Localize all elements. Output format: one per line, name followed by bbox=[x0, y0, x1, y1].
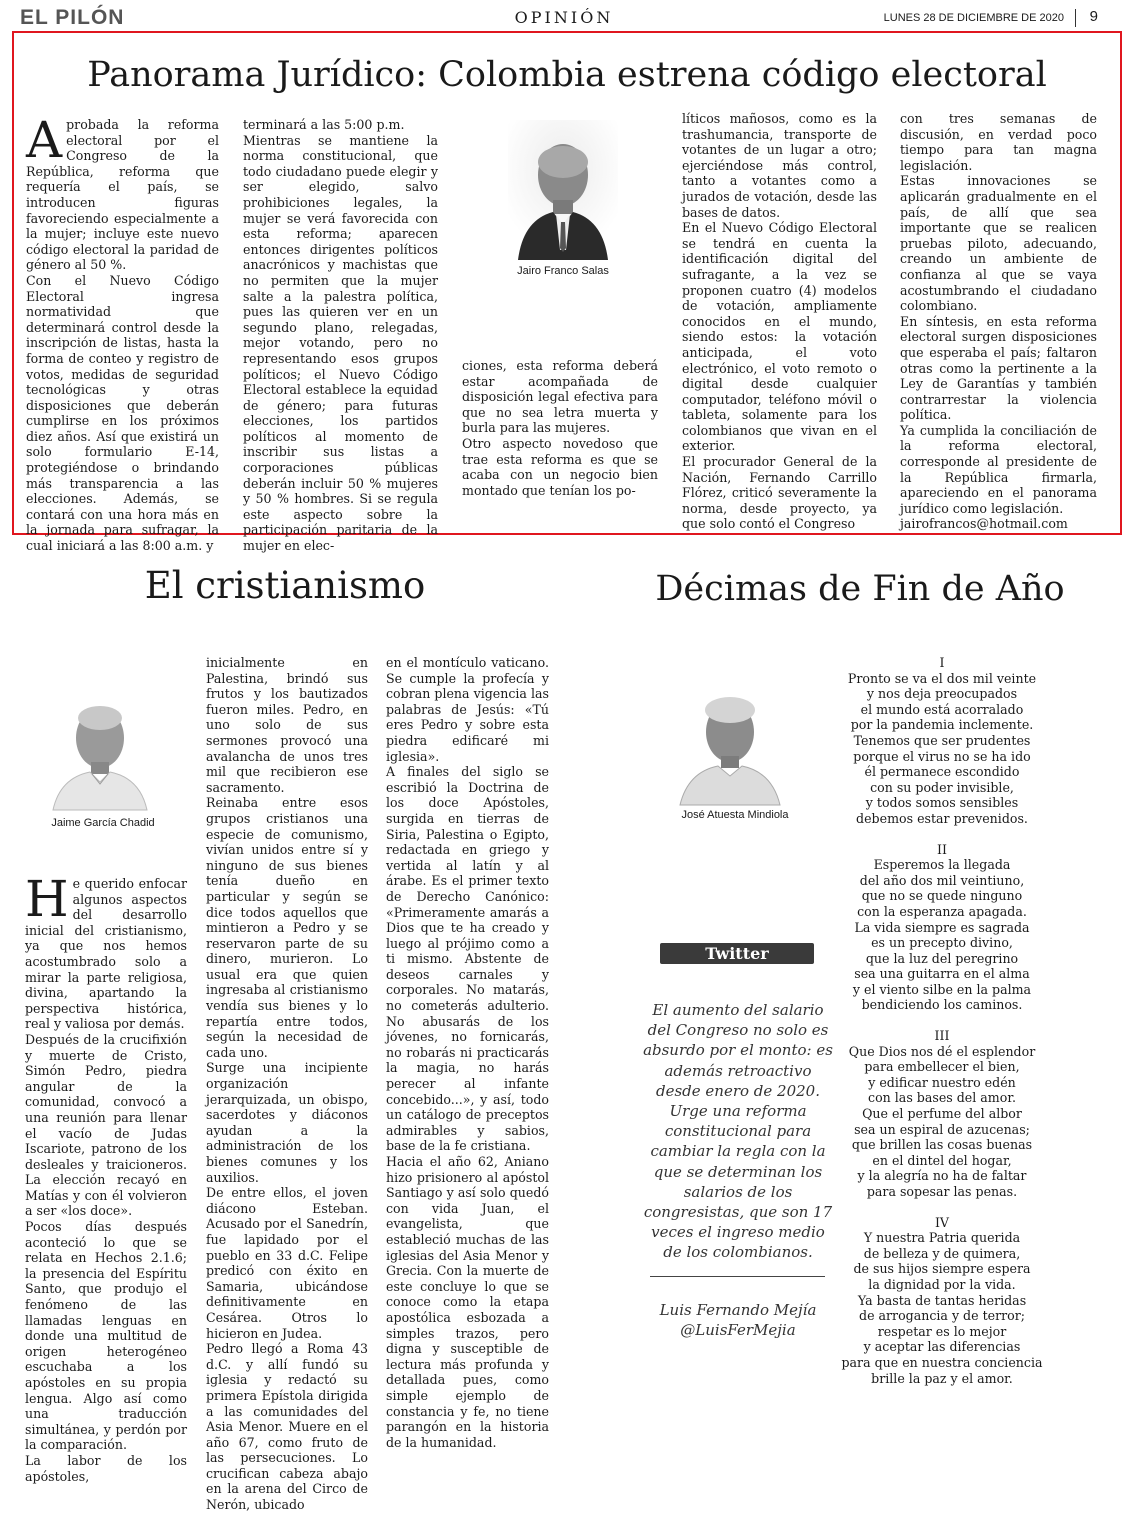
poem-line: sea un espiral de azucenas; bbox=[854, 1121, 1030, 1137]
twitter-author bbox=[642, 1300, 834, 1340]
poem-line: sea una guitarra en el alma bbox=[854, 966, 1030, 982]
poem-line: bendiciendo los caminos. bbox=[861, 997, 1023, 1013]
author-photo-jairo bbox=[508, 120, 618, 260]
poem-line: para sopesar las penas. bbox=[866, 1184, 1018, 1199]
paragraph: inicialmente en Palestina, brindó sus frutos y los bautizados fueron miles. Pedro, en uno solo de sus sermones provocó una avalancha de unos tres mil que recibieron ese sacramento. bbox=[206, 655, 368, 795]
article1-author: Jairo Franco Salas bbox=[517, 265, 609, 277]
article1-column-2 bbox=[243, 117, 438, 554]
paragraph: terminará a las 5:00 p.m. bbox=[243, 117, 405, 132]
paragraph: De entre ellos, el joven diácono Esteban. Acusado por el Sanedrín, fue lapidado por el pueblo en 33 d.C. Felipe predicó con éxito en Samaria, ubicándose definitivamente en Cesárea. Otros lo hicieron en Judea. bbox=[206, 1185, 368, 1341]
poem-line: Pronto se va el dos mil veinte bbox=[847, 670, 1037, 686]
twitter-label: Twitter bbox=[660, 943, 814, 964]
stanza bbox=[838, 842, 1046, 1014]
article1-column-1 bbox=[26, 111, 219, 554]
article1-title: Panorama Jurídico: Colombia estrena código electoral bbox=[87, 55, 1047, 95]
paragraph: probada la reforma electoral por el Congreso de la República, reforma que requería el país, se introducen figuras favoreciendo especialmente a la mujer; incluye este nuevo código electoral la paridad de género al 50 %. bbox=[26, 117, 219, 273]
paragraph: Con el Nuevo Código Electoral ingresa normatividad que determinará control desde la inscripción de listas, hasta la forma de conteo y registro de votos, medidas de seguridad tecnológicas y otras disposiciones que deberán cumplirse en los próximos diez años. Así que existirá un solo formulario E-14, protegiéndose o brindando más transparencia a las elecciones. Además, se contará con una hora más en la jornada para sufragar, la cual iniciará a las 8:00 a.m. y bbox=[26, 272, 219, 554]
poem-line: para que en nuestra conciencia bbox=[841, 1354, 1043, 1370]
poem-line: de sus hijos siempre espera bbox=[853, 1261, 1031, 1277]
paragraph: En síntesis, en esta reforma electoral surgen disposiciones que esperaba el país; faltaron otras como la pertinente a la Ley de Garantías y también contrarrestar la violencia política. bbox=[900, 313, 1097, 423]
article2-title: El cristianismo bbox=[144, 564, 426, 607]
poem-line: de arrogancia y de terror; bbox=[859, 1308, 1025, 1324]
paragraph: Después de la crucifixión y muerte de Cristo, Simón Pedro, piedra angular de la comunidad, convocó a una reunión para llenar el vacío de Judas Iscariote, patrono de los desleales y traicioneros. La elección recayó en Matías y con él volvieron a ser «los doce». bbox=[25, 1031, 187, 1219]
poem-line: que no se quede ninguno bbox=[861, 888, 1023, 904]
stanza-numeral: I bbox=[939, 655, 945, 670]
stanza bbox=[838, 1215, 1046, 1387]
poem-line: que brillen las cosas buenas bbox=[851, 1137, 1033, 1153]
poem-line: por la pandemia inclemente. bbox=[850, 717, 1034, 733]
author-photo-jaime bbox=[45, 690, 155, 810]
article2-column-1 bbox=[25, 870, 187, 1484]
poem-line: con la esperanza apagada. bbox=[857, 903, 1027, 919]
poem-line: y aceptar las diferencias bbox=[863, 1339, 1021, 1355]
paragraph: En el Nuevo Código Electoral se tendrá en cuenta la identificación digital del sufragante, a la vez se proponen cuatro (4) modelos de votación, ampliamente conocidos en el mundo, siendo estos: la votación anticipada, el voto electrónico, el voto remoto o digital desde cualquier computador, teléfono móvil o tableta, solamente para los colombianos que vivan en el exterior. bbox=[682, 220, 877, 454]
issue-date: LUNES 28 DE DICIEMBRE DE 2020 bbox=[883, 12, 1064, 24]
page-number: 9 bbox=[1089, 8, 1098, 25]
paragraph: en el montículo vaticano. Se cumple la profecía y cobran plena vigencia las palabras de Jesús: «Tú eres Pedro y sobre esta piedra edificaré mi iglesia». bbox=[386, 655, 549, 764]
stanza-numeral: III bbox=[934, 1028, 950, 1044]
paragraph: Ya cumplida la conciliación de la reforma electoral, corresponde al presidente de la República firmarla, apareciendo en el panorama jurídico como legislación. bbox=[900, 422, 1097, 516]
poem-line: Que Dios nos dé el esplendor bbox=[848, 1043, 1036, 1059]
poem-line: Que el perfume del albor bbox=[862, 1106, 1022, 1122]
poem-line: Tenemos que ser prudentes bbox=[853, 732, 1031, 748]
article2-column-2 bbox=[206, 655, 368, 1513]
poem-line: con su poder invisible, bbox=[870, 779, 1014, 795]
header-separator bbox=[1075, 9, 1076, 27]
paragraph: Otro aspecto novedoso que trae esta reforma es que se acaba con un negocio bien montado que tenían los po- bbox=[462, 435, 658, 498]
paragraph: A finales del siglo se escribió la Doctrina de los doce Apóstoles, surgida en tierras de Siria, Palestina o Egipto, redactada en griego y vertida al latín y al árabe. Es el primer texto de Derecho Canónico: «Primeramente amarás a Dios que te ha creado y luego al prójimo como a ti mismo. Abstente de deseos carnales y corporales. No matarás, no cometerás adulterio. No abusarás de los jóvenes, no fornicarás, no robarás ni practicarás la magia, no harás perecer al infante concebido...», y así, todo un catálogo de preceptos admirables y sabios, base de la fe cristiana. bbox=[386, 764, 549, 1154]
author-email: jairofrancos@hotmail.com bbox=[900, 516, 1068, 532]
paragraph: Hacia el año 62, Aniano hizo prisionero al apóstol Santiago y así solo quedó con vida Juan, el evangelista, que estableció muchas de las iglesias del Asia Menor y Grecia. Con la muerte de este concluye lo que se conoce como la etapa apostólica esbozada a simples trazos, pero digna y susceptible de lectura más profunda y detallada pues, como simple ejemplo de constancia y fe, no tiene parangón en la historia de la humanidad. bbox=[386, 1154, 549, 1450]
paragraph: La labor de los apóstoles, bbox=[25, 1452, 187, 1484]
poem-line: es un precepto divino, bbox=[871, 935, 1013, 951]
paragraph: Surge una incipiente organización jerarquizada, un obispo, sacerdotes y diáconos ayudan a la administración de los bienes comunes y los auxilios. bbox=[206, 1060, 368, 1185]
poem-line: él permanece escondido bbox=[864, 764, 1020, 780]
stanza bbox=[838, 655, 1046, 827]
paragraph: con tres semanas de discusión, en verdad poco tiempo para tan magna legislación. bbox=[900, 111, 1097, 173]
article1-column-3 bbox=[462, 358, 658, 513]
poem-line: y el viento silbe en la palma bbox=[852, 981, 1032, 997]
poem-line: para embellecer el bien, bbox=[864, 1059, 1020, 1075]
paragraph: Estas innovaciones se aplicarán gradualmente en el país, de allí que sea importante que se realicen pruebas piloto, adecuando, creando un ambiente de confianza al que se vaya acostumbrando el ciudadano colombiano. bbox=[900, 173, 1097, 314]
stanza-numeral: IV bbox=[934, 1214, 950, 1230]
section-title: OPINIÓN bbox=[514, 8, 614, 27]
article1-dropcap: A bbox=[26, 111, 63, 169]
article2-column-3 bbox=[386, 655, 549, 1450]
poem-line: respetar es lo mejor bbox=[877, 1323, 1007, 1339]
poem-line: de belleza y de quimera, bbox=[863, 1245, 1021, 1261]
stanza bbox=[838, 1028, 1046, 1200]
twitter-divider bbox=[650, 1276, 825, 1277]
poem-line: en el dintel del hogar, bbox=[872, 1152, 1012, 1168]
paragraph: El procurador General de la Nación, Fernando Carrillo Flórez, criticó severamente la norma, desde proyecto, ya que solo contó el Congreso bbox=[682, 454, 877, 532]
poem bbox=[838, 655, 1046, 1405]
paragraph: Reinaba entre esos grupos cristianos una especie de comunismo, vivían unidos entre sí y ninguno de sus bienes tenía dueño en particular y según se dice todos aquellos que mintieron a Pedro y se reservaron parte de su dinero, murieron. Lo usual era que quien ingresaba al cristianismo vendía sus bienes y lo repartía entre todos, según la necesidad de cada uno. bbox=[206, 795, 368, 1060]
poem-line: La vida siempre es sagrada bbox=[854, 919, 1030, 935]
twitter-quote: El aumento del salario del Congreso no solo es absurdo por el monto: es además retroactivo desde enero de 2020. Urge una reforma constitucional para cambiar la regla con la que se determinan los salarios de los congresistas, que son 17 veces el ingreso medio de los colombianos. bbox=[643, 1001, 833, 1262]
poem-line: que la luz del peregrino bbox=[865, 950, 1019, 966]
article1-column-4 bbox=[682, 111, 877, 532]
poem-line: con las bases del amor. bbox=[868, 1090, 1016, 1106]
paragraph: Pedro llegó a Roma 43 d.C. y allí fundó su iglesia y redactó su primera Epístola dirigida a las comunidades del Asia Menor. Muere en el año 67, como fruto de las persecuciones. Lo crucifican cabeza abajo en la arena del Circo de Nerón, ubicado bbox=[206, 1341, 368, 1513]
poem-line: Y nuestra Patria querida bbox=[863, 1230, 1021, 1246]
paragraph: líticos mañosos, como es la trashumancia, transporte de votantes de un lugar a otro; ejerciéndose más control, tanto a votantes como a jurados de votación, desde las bases de datos. bbox=[682, 111, 877, 220]
paragraph: Mientras se mantiene la norma constitucional, que todo ciudadano puede elegir y ser elegido, salvo prohibiciones legales, la mujer se verá favorecida con esta reforma; aparecen entonces dirigentes políticos anacrónicos y machistas que no permiten que la mujer salte a la palestra política, pues las quieren ver en un segundo plano, relegadas, mejor votando, pero no representando esos grupos políticos; el Nuevo Código Electoral establece la equidad de género; para futuras elecciones, los partidos políticos al momento de inscribir sus listas a corporaciones públicas deberán incluir 50 % mujeres y 50 % hombres. Si se regula este aspecto sobre la participación paritaria de la mujer en elec- bbox=[243, 132, 438, 554]
article3-title: Décimas de Fin de Año bbox=[655, 569, 1065, 609]
article1-column-5 bbox=[900, 111, 1097, 532]
poem-line: y edificar nuestro edén bbox=[868, 1074, 1016, 1090]
paragraph: ciones, esta reforma deberá estar acompañada de disposición legal efectiva para que no sea letra muerta y burla para las mujeres. bbox=[462, 358, 658, 436]
poem-line: Ya basta de tantas heridas bbox=[857, 1292, 1027, 1308]
poem-line: Esperemos la llegada bbox=[873, 857, 1011, 873]
paragraph: Pocos días después aconteció lo que se relata en Hechos 2.1.6; la presencia del Espíritu Santo, que produjo el fenómeno de las llamadas lenguas en donde una multitud de origen heterogéneo escuchaba a los apóstoles en su propia lengua. Algo así como una traducción simultánea, y perdón por la comparación. bbox=[25, 1219, 187, 1453]
author-photo-jose bbox=[670, 680, 790, 805]
stanza-numeral: II bbox=[937, 841, 947, 857]
poem-line: y nos deja preocupados bbox=[866, 686, 1018, 702]
paragraph: e querido enfocar algunos aspectos del desarrollo inicial del cristianismo, ya que nos hemos acostumbrado solo a mirar la parte religiosa, divina, apartando la perspectiva histórica, real y valiosa por demás. bbox=[25, 876, 187, 1032]
poem-line: debemos estar prevenidos. bbox=[856, 810, 1028, 826]
article3-author: José Atuesta Mindiola bbox=[681, 809, 789, 821]
article2-dropcap: H bbox=[25, 870, 69, 928]
poem-line: y la alegría no ha de faltar bbox=[857, 1168, 1027, 1184]
poem-line: brille la paz y el amor. bbox=[871, 1370, 1013, 1386]
twitter-handle: @LuisFerMejia bbox=[680, 1321, 796, 1339]
poem-line: el mundo está acorralado bbox=[860, 701, 1024, 717]
twitter-author-name: Luis Fernando Mejía bbox=[659, 1301, 817, 1319]
poem-line: del año dos mil veintiuno, bbox=[859, 872, 1025, 888]
poem-line: porque el virus no se ha ido bbox=[853, 748, 1031, 764]
article2-author: Jaime García Chadid bbox=[51, 817, 155, 829]
newspaper-logo: EL PILÓN bbox=[20, 6, 125, 29]
poem-line: la dignidad por la vida. bbox=[868, 1276, 1016, 1292]
poem-line: y todos somos sensibles bbox=[865, 795, 1019, 811]
